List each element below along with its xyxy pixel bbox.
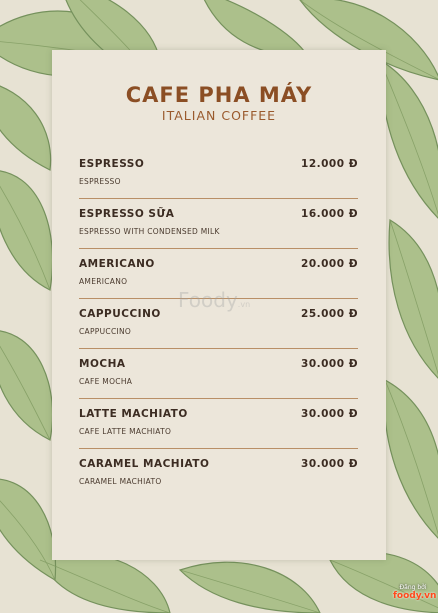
item-description: ESPRESSO xyxy=(79,177,121,186)
menu-title: CAFE PHA MÁY xyxy=(125,83,313,107)
item-name: CAPPUCCINO xyxy=(79,308,161,320)
item-price: 30.000 Đ xyxy=(301,408,358,420)
item-divider xyxy=(79,248,358,249)
item-price: 12.000 Đ xyxy=(301,158,358,170)
item-name: ESPRESSO xyxy=(79,158,145,170)
item-name: LATTE MACHIATO xyxy=(79,408,188,420)
item-price: 20.000 Đ xyxy=(301,258,358,270)
watermark-suffix: .vn xyxy=(237,300,251,309)
menu-subtitle: ITALIAN COFFEE xyxy=(161,108,277,123)
item-divider xyxy=(79,448,358,449)
corner-logo-caption: Đăng bởi xyxy=(399,584,427,591)
corner-logo-brand: foody.vn xyxy=(393,591,437,601)
item-description: ESPRESSO WITH CONDENSED MILK xyxy=(79,227,220,236)
item-price: 25.000 Đ xyxy=(301,308,358,320)
item-description: AMERICANO xyxy=(79,277,128,286)
item-price: 30.000 Đ xyxy=(301,458,358,470)
item-description: CAFE LATTE MACHIATO xyxy=(79,427,172,436)
item-price: 16.000 Đ xyxy=(301,208,358,220)
item-description: CAPPUCCINO xyxy=(79,327,132,336)
item-name: MOCHA xyxy=(79,358,126,370)
item-description: CARAMEL MACHIATO xyxy=(79,477,162,486)
item-divider xyxy=(79,198,358,199)
item-name: CARAMEL MACHIATO xyxy=(79,458,210,470)
item-name: ESPRESSO SỮA xyxy=(79,208,175,220)
item-divider xyxy=(79,348,358,349)
corner-logo xyxy=(393,584,437,601)
item-price: 30.000 Đ xyxy=(301,358,358,370)
item-divider xyxy=(79,398,358,399)
item-description: CAFE MOCHA xyxy=(79,377,133,386)
watermark-text: Foody xyxy=(178,288,238,312)
item-name: AMERICANO xyxy=(79,258,155,270)
watermark xyxy=(178,288,250,312)
